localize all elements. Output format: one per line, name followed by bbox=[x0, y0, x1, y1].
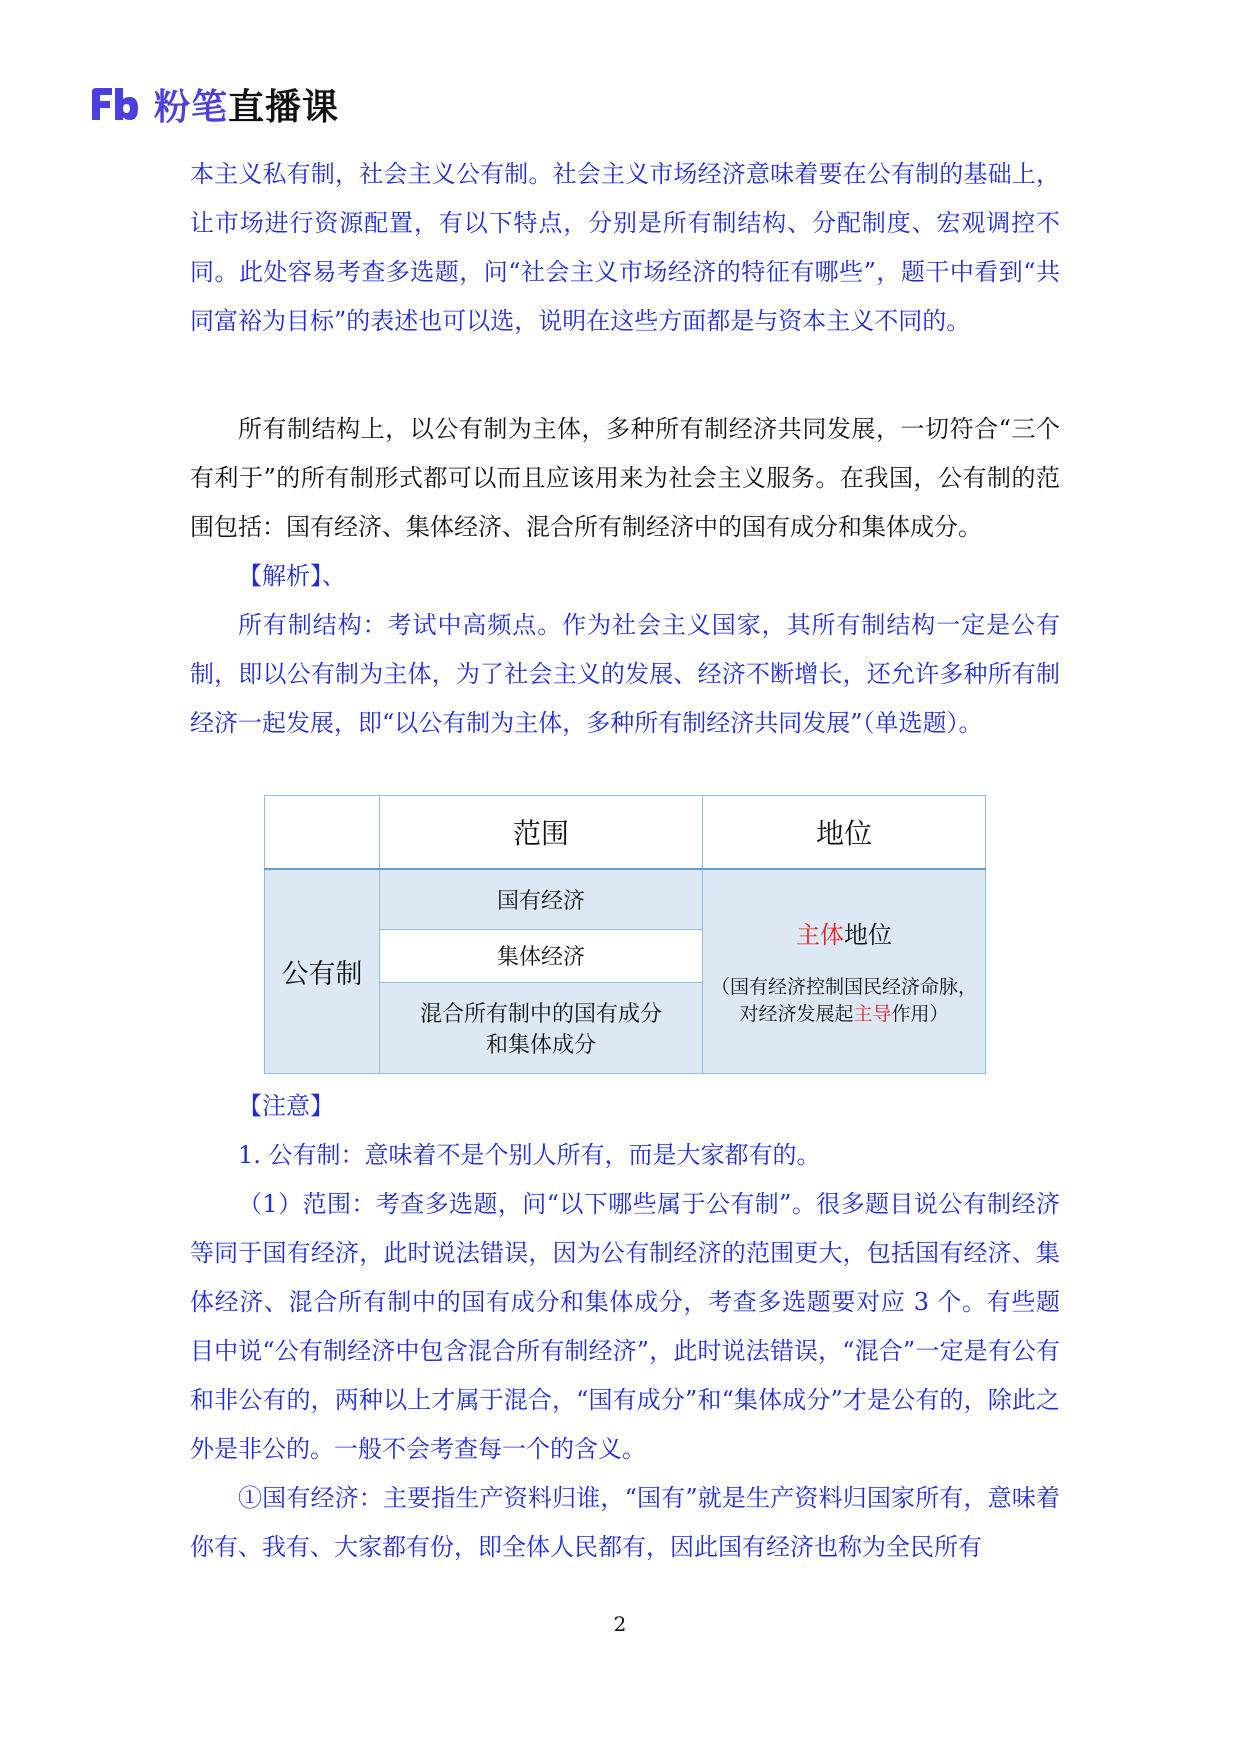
note-paragraph: 1. 公有制：意味着不是个别人所有，而是大家都有的。 bbox=[238, 1141, 821, 1169]
brand-header bbox=[88, 80, 339, 128]
analysis-heading: 【解析】、 bbox=[238, 562, 346, 590]
table-scope-item: 集体经济 bbox=[380, 929, 703, 983]
table-scope-line: 和集体成分 bbox=[485, 1033, 596, 1059]
brand-name-rest: 直播课 bbox=[228, 86, 340, 128]
status-note bbox=[703, 974, 985, 1028]
status-note-text: 作用） bbox=[891, 1003, 949, 1026]
note-paragraph: （1）范围：考查多选题，问“以下哪些属于公有制”。很多题目说公有制经济等同于国有经济，此时说法错误，因为公有制经济的范围更大，包括国有经济、集体经济、混合所有制中的国有成分和集体成分，考查多选题要对应 3 个。有些题目中说“公有制经济中包含混合所有制经济”，此时说法错误，“混合”一定是有公有和非公有的，两种以上才属于混合，“国有成分”和“集体成分”才是公有的，除此之外是非公的。一般不会考查每一个的含义。 bbox=[190, 1190, 1060, 1463]
main-content-bottom bbox=[190, 1082, 1060, 1572]
table-row-label: 公有制 bbox=[265, 869, 380, 1073]
status-rest-text: 地位 bbox=[844, 921, 892, 950]
status-note-text: 对经济发展起 bbox=[739, 1003, 854, 1026]
status-note-line bbox=[703, 1001, 985, 1028]
table-scope-item bbox=[380, 983, 703, 1074]
ownership-table bbox=[264, 795, 986, 1074]
table-status-cell bbox=[703, 869, 986, 1073]
table-corner-cell bbox=[265, 796, 380, 870]
note-heading: 【注意】 bbox=[238, 1092, 334, 1120]
page-number: 2 bbox=[613, 1612, 627, 1636]
status-text bbox=[703, 915, 985, 950]
analysis-paragraph: 所有制结构：考试中高频点。作为社会主义国家，其所有制结构一定是公有制，即以公有制为主体，为了社会主义的发展、经济不断增长，还允许多种所有制经济一起发展，即“以公有制为主体，多种所有制经济共同发展”（单选题）。 bbox=[190, 611, 1060, 737]
table-scope-item: 国有经济 bbox=[380, 869, 703, 929]
status-note-line: （国有经济控制国民经济命脉， bbox=[710, 976, 977, 999]
table-header-scope: 范围 bbox=[380, 796, 703, 870]
status-note-red: 主导 bbox=[853, 1003, 892, 1026]
fb-logo-icon bbox=[88, 84, 140, 124]
body-paragraph: 所有制结构上，以公有制为主体，多种所有制经济共同发展，一切符合“三个有利于”的所有制形式都可以而且应该用来为社会主义服务。在我国，公有制的范围包括：国有经济、集体经济、混合所有制经济中的国有成分和集体成分。 bbox=[190, 415, 1060, 541]
note-paragraph: ①国有经济：主要指生产资料归谁，“国有”就是生产资料归国家所有，意味着你有、我有、大家都有份，即全体人民都有，因此国有经济也称为全民所有 bbox=[190, 1484, 1060, 1561]
brand-name bbox=[154, 79, 339, 130]
table-header-status: 地位 bbox=[703, 796, 986, 870]
table-scope-line: 混合所有制中的国有成分 bbox=[419, 1002, 662, 1028]
brand-name-highlight: 粉笔 bbox=[154, 86, 229, 128]
main-content-top bbox=[190, 150, 1060, 748]
intro-paragraph: 本主义私有制，社会主义公有制。社会主义市场经济意味着要在公有制的基础上，让市场进行资源配置，有以下特点，分别是所有制结构、分配制度、宏观调控不同。此处容易考查多选题，问“社会主义市场经济的特征有哪些”，题干中看到“共同富裕为目标”的表述也可以选，说明在这些方面都是与资本主义不同的。 bbox=[190, 160, 1060, 335]
status-red-text: 主体 bbox=[796, 921, 844, 950]
